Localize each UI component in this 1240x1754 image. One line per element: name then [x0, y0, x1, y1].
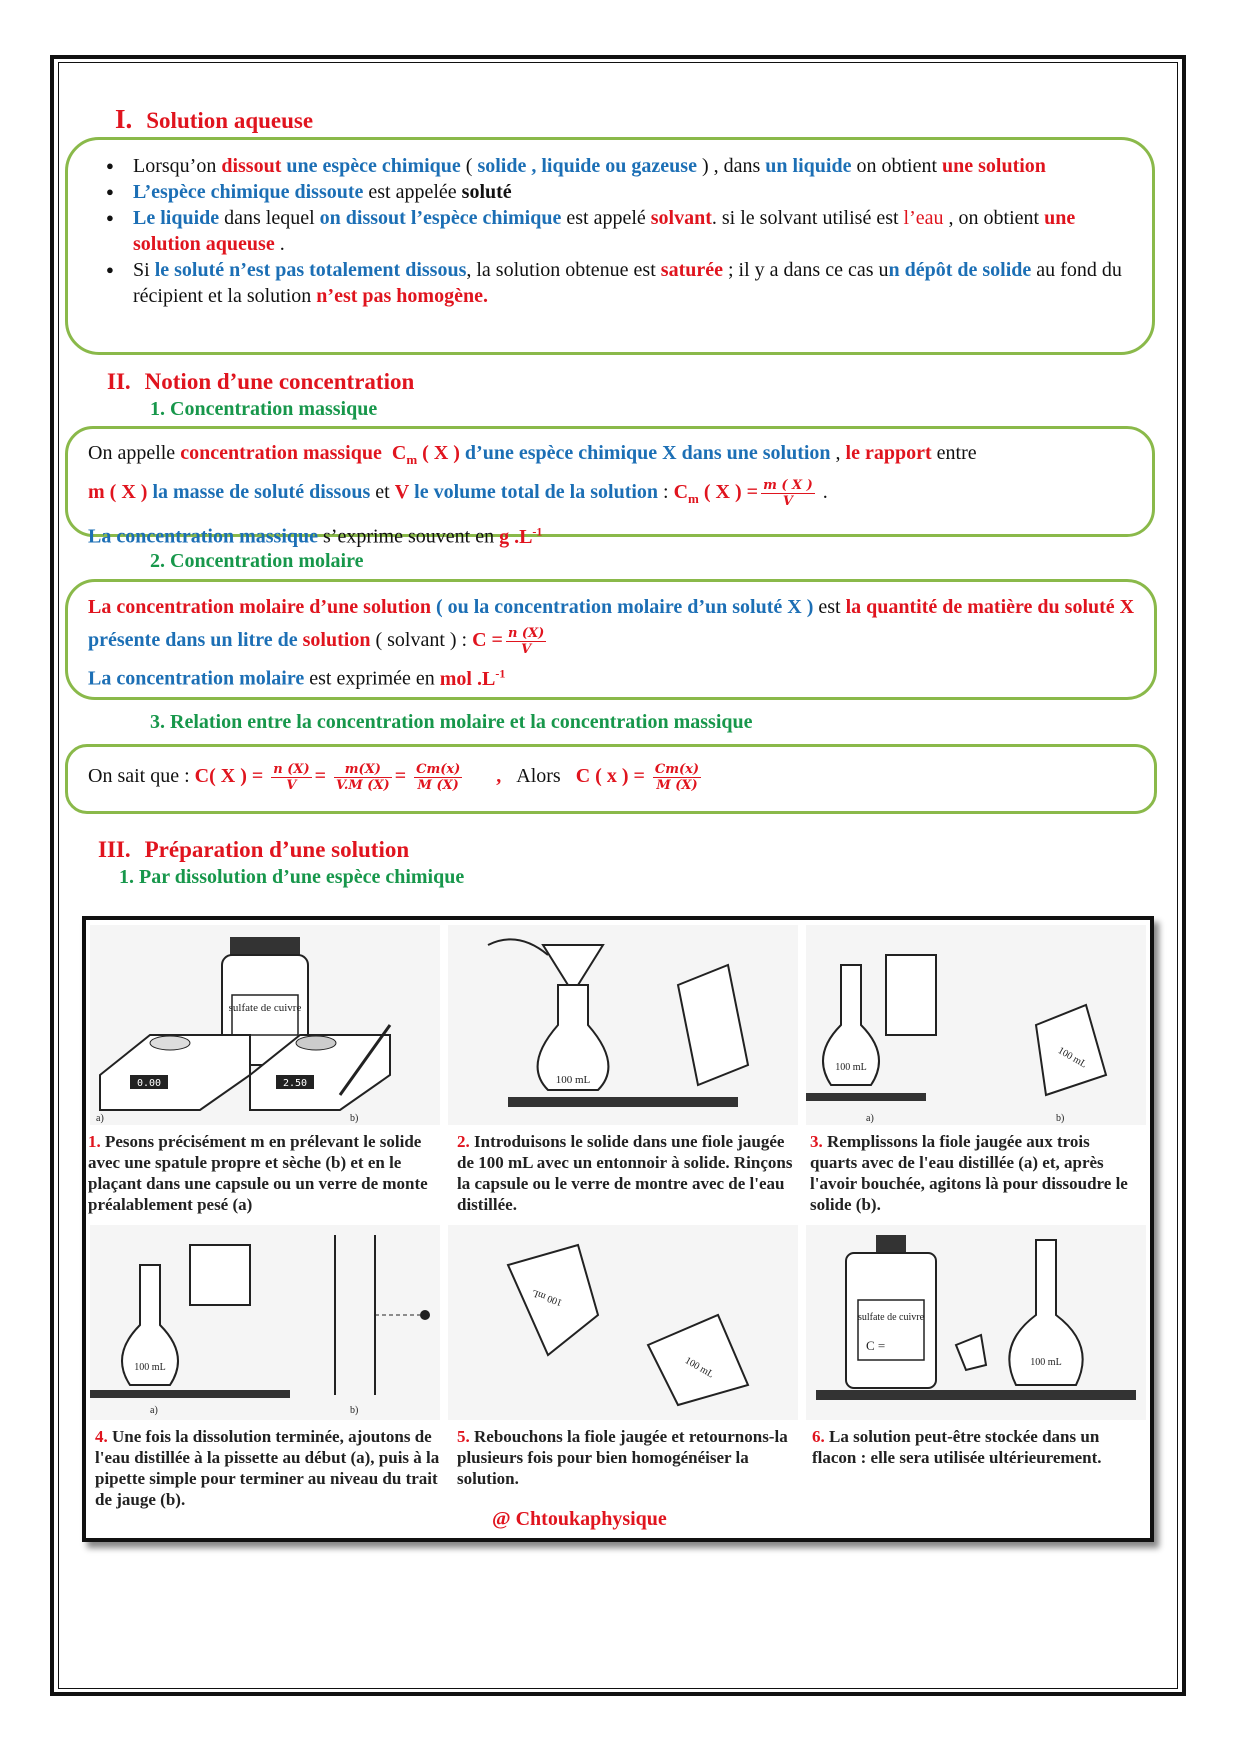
- step-5-caption: 5. Rebouchons la fiole jaugée et retournons-la plusieurs fois pour bien homogénéiser la solution.: [457, 1427, 788, 1488]
- wash-bottle-icon: [678, 965, 748, 1085]
- step-1-caption: 1. Pesons précisément m en prélevant le solide avec une spatule propre et sèche (b) et en le plaçant dans une capsule ou un verre de monte préalablement pesé (a): [88, 1132, 428, 1214]
- panel-step-6: [806, 1225, 1146, 1420]
- bottle-cap-icon: [876, 1235, 906, 1253]
- label-a: a): [96, 1113, 104, 1124]
- section-2-number: II.: [107, 369, 131, 394]
- weighing-illustration: [90, 925, 440, 1125]
- flask-adjust-label: 100 mL: [134, 1362, 166, 1373]
- bench-4-icon: [90, 1390, 290, 1398]
- relation-fraction-4: $\frac{Cm(x)}{M (X)}$: [654, 762, 700, 793]
- section-2-heading: [107, 369, 414, 395]
- eye-icon: [420, 1310, 430, 1320]
- bullet-1: ● Lorsqu’on dissout une espèce chimique ( solide , liquide ou gazeuse ) , dans un liquide on obtient une solution: [133, 153, 1123, 179]
- flask-fill-label: 100 mL: [835, 1062, 867, 1073]
- step-4-caption: 4. Une fois la dissolution terminée, ajoutons de l'eau distillée à la pissette au début (a), puis à la pipette simple pour terminer au niveau du trait de jauge (b).: [95, 1427, 440, 1509]
- flask-upright-label: 100 mL: [682, 1355, 716, 1381]
- label-4b: b): [350, 1405, 359, 1416]
- funnel-icon: [543, 945, 603, 985]
- section-1-number: I.: [115, 104, 133, 134]
- pissette-2-icon: [190, 1245, 250, 1305]
- step-6-caption: 6. La solution peut-être stockée dans un flacon : elle sera utilisée ultérieurement.: [812, 1427, 1102, 1467]
- label-b: b): [350, 1113, 359, 1124]
- balance-b-reading: 2.50: [282, 1078, 308, 1089]
- flask-final-label: 100 mL: [1030, 1357, 1062, 1368]
- label-3a: a): [866, 1113, 874, 1124]
- subheading-concentration-massique: 1. Concentration massique: [150, 398, 378, 420]
- section-3-number: III.: [98, 837, 131, 862]
- pissette-icon: [886, 955, 936, 1035]
- concentration-massique-text: On appelle concentration massique $C_m$ ( X ) d’une espèce chimique X dans une solution , le rapport entre m ( X ) la masse de soluté dissous et V le volume total de la solution : $C_m$ ( X ) = $\frac{m ( X )}{V}$ . La concentration massique s’exprime souvent en g $.L^{-1}$: [88, 442, 977, 548]
- jar-cap-icon: [230, 937, 300, 955]
- bullet-2: ● L’espèce chimique dissoute est appelée soluté: [133, 179, 1123, 205]
- flask-shake-label: 100 mL: [1055, 1045, 1089, 1071]
- relation-formula: On sait que : C( X ) = $\frac{n (X)}{V}$ = $\frac{m(X)}{V.M (X)}$ = $\frac{Cm(x)}{M (X)}$ , Alors C ( x ) = $\frac{Cm(x)}{M (X)}$: [88, 762, 700, 793]
- flask-label: 100 mL: [555, 1074, 591, 1086]
- balance-a-plate: [150, 1036, 190, 1050]
- fill-shake-illustration: [806, 925, 1146, 1125]
- panel-step-1: [90, 925, 440, 1125]
- adjust-illustration: [90, 1225, 440, 1420]
- invert-illustration: [448, 1225, 798, 1420]
- flask-invert-label: 100 mL: [530, 1286, 564, 1308]
- panel-step-4: [90, 1225, 440, 1420]
- panel-step-2: [448, 925, 798, 1125]
- subheading-relation: 3. Relation entre la concentration molaire et la concentration massique: [150, 711, 753, 733]
- hand-icon: [488, 939, 548, 955]
- section-3-heading: [98, 837, 409, 863]
- label-4a: a): [150, 1405, 158, 1416]
- mass-formula-fraction: $\frac{m ( X )}{V}$: [763, 477, 813, 509]
- panel-step-5: [448, 1225, 798, 1420]
- balance-b-plate: [296, 1036, 336, 1050]
- bullet-3: ● Le liquide dans lequel on dissout l’espèce chimique est appelé solvant. si le solvant utilisé est l’eau , on obtient une solution aqueuse .: [133, 205, 1123, 257]
- relation-fraction-1: $\frac{n (X)}{V}$: [273, 762, 310, 793]
- label-3b: b): [1056, 1113, 1065, 1124]
- subheading-concentration-molaire: 2. Concentration molaire: [150, 550, 364, 572]
- section-1-title: Solution aqueuse: [146, 108, 314, 133]
- balance-a-reading: 0.00: [136, 1078, 162, 1089]
- molar-formula-fraction: $\frac{n (X)}{V}$: [507, 625, 545, 657]
- credit-text: @ Chtoukaphysique: [492, 1508, 667, 1530]
- bottle-label-text: sulfate de cuivre: [857, 1312, 925, 1323]
- solution-aqueuse-list: [93, 153, 1123, 309]
- subheading-dissolution: 1. Par dissolution d’une espèce chimique: [119, 866, 465, 888]
- funnel-illustration: [448, 925, 798, 1125]
- step-3-caption: 3. Remplissons la fiole jaugée aux trois quarts avec de l'eau distillée (a) et, après l'avoir bouchée, agitons là pour dissoudre le solide (b).: [810, 1132, 1128, 1214]
- bullet-4: ● Si le soluté n’est pas totalement dissous, la solution obtenue est saturée ; il y a dans ce cas un dépôt de solide au fond du récipient et la solution n’est pas homogène.: [133, 257, 1123, 309]
- bench-icon: [508, 1097, 738, 1107]
- bench-6-icon: [816, 1390, 1136, 1400]
- relation-fraction-3: $\frac{Cm(x)}{M (X)}$: [416, 762, 461, 793]
- section-2-title: Notion d’une concentration: [144, 369, 415, 394]
- relation-fraction-2: $\frac{m(X)}{V.M (X)}$: [336, 762, 390, 793]
- panel-step-3: [806, 925, 1146, 1125]
- jar-label-box: [232, 995, 298, 1035]
- bench-3-icon: [806, 1093, 926, 1101]
- concentration-molaire-text: La concentration molaire d’une solution ( ou la concentration molaire d’un soluté X ) est la quantité de matière du soluté X présente dans un litre de solution ( solvant ) : C = $\frac{n (X)}{V}$ La concentration molaire est exprimée en mol $.L^{-1}$: [88, 596, 1135, 690]
- storage-illustration: [806, 1225, 1146, 1420]
- jar-label-text: sulfate de cuivre: [228, 1002, 302, 1014]
- bottle-c-text: C =: [866, 1338, 886, 1353]
- section-3-title: Préparation d’une solution: [144, 837, 410, 862]
- section-1-heading: [115, 104, 313, 135]
- step-2-caption: 2. Introduisons le solide dans une fiole jaugée de 100 mL avec un entonnoir à solide. Rinçons la capsule ou le verre de montre avec de l'eau distillée.: [457, 1132, 793, 1214]
- stopper-icon: [956, 1335, 986, 1370]
